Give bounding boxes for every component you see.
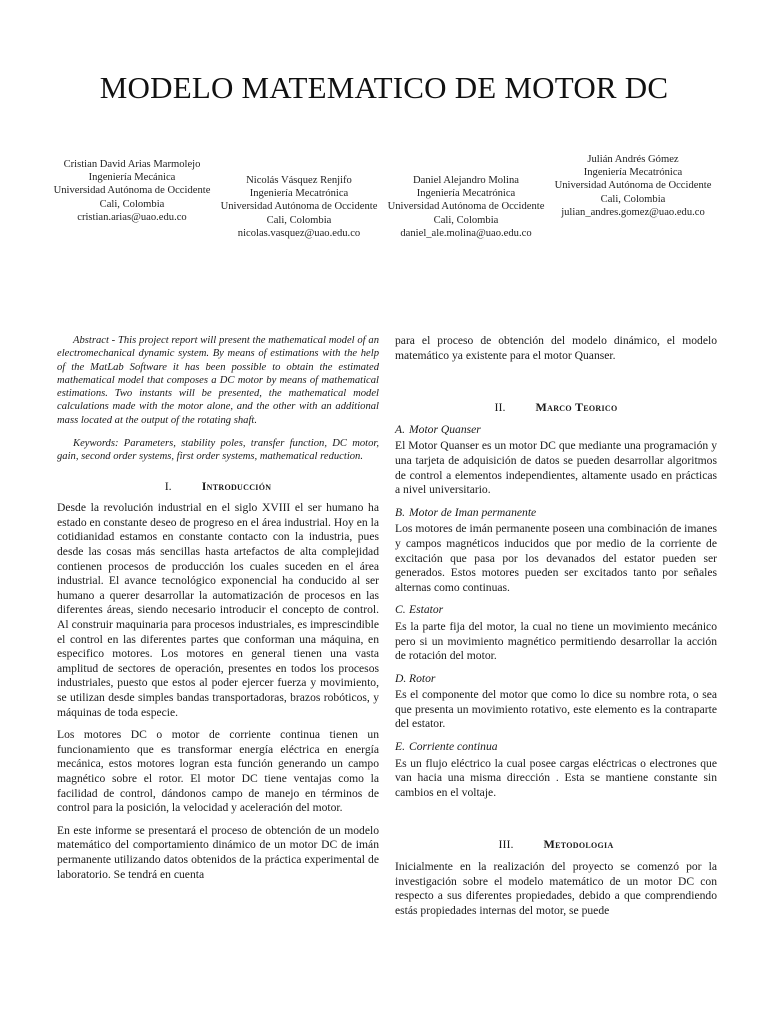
author-name: Nicolás Vásquez Renjifo xyxy=(246,175,352,186)
paragraph: Desde la revolución industrial en el siglo XVIII el ser humano ha estado en constante deseo de progreso en el área industrial. Hoy en la cotidianidad estamos en constante contacto con la industria, pues desde las cosas más sencillas hasta artefactos de alta complejidad contienen procesos de producción los cuales suceden en el área industrial. El avance tecnológico exponencial ha conducido al ser humano a querer desarrollar la automatización de procesos en las diferentes áreas, siendo necesario introducir el concepto de control. Al construir maquinaria para procesos industriales, es imprescindible el control en las diferentes partes que conforman una máquina, en especifico motores. Los motores en general tienen una vasta amplitud de sectores de operación, presentes en todos los procesos industriales, puesto que estos al poder ejercer fuerza y movimiento, se utilizan desde simples bandas transportadoras, brazos robóticos, y máquinas de toda especie. xyxy=(57,501,379,719)
author-university: Universidad Autónoma de Occidente xyxy=(220,201,378,213)
author-name: Daniel Alejandro Molina xyxy=(413,175,519,186)
subsection-heading xyxy=(395,506,717,521)
paragraph: para el proceso de obtención del modelo dinámico, el modelo matemático ya existente para el motor Quanser. xyxy=(395,334,717,362)
author-university: Universidad Autónoma de Occidente xyxy=(53,185,211,197)
section-title: Introducción xyxy=(201,478,272,493)
section-heading-introduccion xyxy=(57,479,379,494)
author-university: Universidad Autónoma de Occidente xyxy=(554,180,712,192)
subsection-heading xyxy=(395,423,717,438)
author-dept: Ingeniería Mecatrónica xyxy=(249,188,349,200)
paragraph: Es el componente del motor que como lo dice su nombre rota, o sea que presenta un movimiento rotativo, este elemento es la contraparte del estator. xyxy=(395,688,717,731)
subsection-title: Motor Quanser xyxy=(409,422,481,436)
paragraph: El Motor Quanser es un motor DC que mediante una programación y una tarjeta de adquisición de datos se pueden desarrollar algoritmos de control a elementos independientes, altamente usado en prácticas a nivel universitario. xyxy=(395,439,717,497)
subsection-title: Corriente continua xyxy=(409,740,498,754)
author-card xyxy=(381,174,551,240)
author-dept: Ingeniería Mecatrónica xyxy=(583,167,683,179)
author-card xyxy=(214,174,384,240)
subsection-letter: C. xyxy=(395,603,406,617)
subsection-heading xyxy=(395,672,717,687)
section-heading-marco-teorico xyxy=(395,400,717,415)
subsection-letter: E. xyxy=(395,740,405,754)
author-city: Cali, Colombia xyxy=(600,193,666,205)
paragraph: Los motores DC o motor de corriente continua tienen un funcionamiento que es transformar energía eléctrica en energía mecánica, estos motores logran esta función generando un campo magnético sobre el rotor. El motor DC tiene ventajas como la facilidad de control, dándonos campo de manejo en términos de control para la posición, la velocidad y aceleración del motor. xyxy=(57,728,379,815)
author-block xyxy=(0,0,768,300)
section-number: I. xyxy=(164,478,172,493)
abstract: Abstract - This project report will present the mathematical model of an electromechanical dynamic system. By means of estimations with the help of the MatLab Software it has been possible to obtain the estimated mathematical model that composes a DC motor by means of mathematical estimations. Two instants will be presented, the mathematical model calculations made with the motor alone, and the other with an additional mass located at the output of the rotating shaft. xyxy=(57,335,379,426)
subsection-letter: A. xyxy=(395,422,405,436)
section-heading-metodologia xyxy=(395,837,717,852)
subsection-title: Rotor xyxy=(409,671,436,685)
paragraph: Los motores de imán permanente poseen una combinación de imanes y campos magnéticos inducidos que por medio de la corriente de excitación que pasa por los devanados del estator pueden ser generados. Estos motores pueden ser excitados tanto por señales alternas como continuas. xyxy=(395,522,717,594)
author-dept: Ingeniería Mecatrónica xyxy=(416,188,516,200)
right-column xyxy=(395,334,717,926)
paragraph: Es un flujo eléctrico la cual posee cargas eléctricas o electrones que van hacia una misma dirección . Esta se mantiene constante sin cambios en el voltaje. xyxy=(395,756,717,799)
left-column xyxy=(57,334,379,890)
author-city: Cali, Colombia xyxy=(266,214,332,226)
subsection-letter: D. xyxy=(395,671,407,685)
subsection-title: Estator xyxy=(409,603,444,617)
section-number: II. xyxy=(494,400,506,415)
author-card xyxy=(47,158,217,224)
author-city: Cali, Colombia xyxy=(433,214,499,226)
paragraph: Inicialmente en la realización del proyecto se comenzó por la investigación sobre el modelo matemático de un motor DC con respecto a sus diferentes propiedades, debido a que comprendiendo estás propiedades internas del motor, se puede xyxy=(395,860,717,917)
section-title: Marco Teorico xyxy=(535,400,618,415)
author-city: Cali, Colombia xyxy=(99,198,165,210)
author-card xyxy=(548,153,718,219)
paragraph: Es la parte fija del motor, la cual no tiene un movimiento mecánico pero si un movimiento magnético permitiendo desarrollar la acción de rotación del motor. xyxy=(395,619,717,663)
paper-title: MODELO MATEMATICO DE MOTOR DC xyxy=(99,70,669,105)
section-title: Metodologia xyxy=(543,837,614,852)
paragraph: En este informe se presentará el proceso de obtención de un modelo matemático del comportamiento dinámico de un motor DC de imán permanente utilizando datos obtenidos de la práctica experimental de laboratorio. Se tendrá en cuenta xyxy=(57,823,379,881)
author-name: Cristian David Arias Marmolejo xyxy=(63,159,201,170)
subsection-title: Motor de Iman permanente xyxy=(409,505,537,519)
author-email[interactable]: nicolas.vasquez@uao.edu.co xyxy=(237,227,361,239)
author-university: Universidad Autónoma de Occidente xyxy=(387,201,545,213)
section-number: III. xyxy=(498,837,514,852)
author-email[interactable]: julian_andres.gomez@uao.edu.co xyxy=(561,206,705,218)
subsection-heading xyxy=(395,603,717,618)
author-dept: Ingeniería Mecánica xyxy=(88,172,176,184)
subsection-heading xyxy=(395,740,717,755)
keywords: Keywords: Parameters, stability poles, transfer function, DC motor, gain, second order systems, first order systems, mathematical reduction. xyxy=(57,438,379,463)
subsection-letter: B. xyxy=(395,505,405,519)
author-email[interactable]: daniel_ale.molina@uao.edu.co xyxy=(400,227,532,239)
author-email[interactable]: cristian.arias@uao.edu.co xyxy=(77,211,187,223)
author-name: Julián Andrés Gómez xyxy=(587,154,679,165)
